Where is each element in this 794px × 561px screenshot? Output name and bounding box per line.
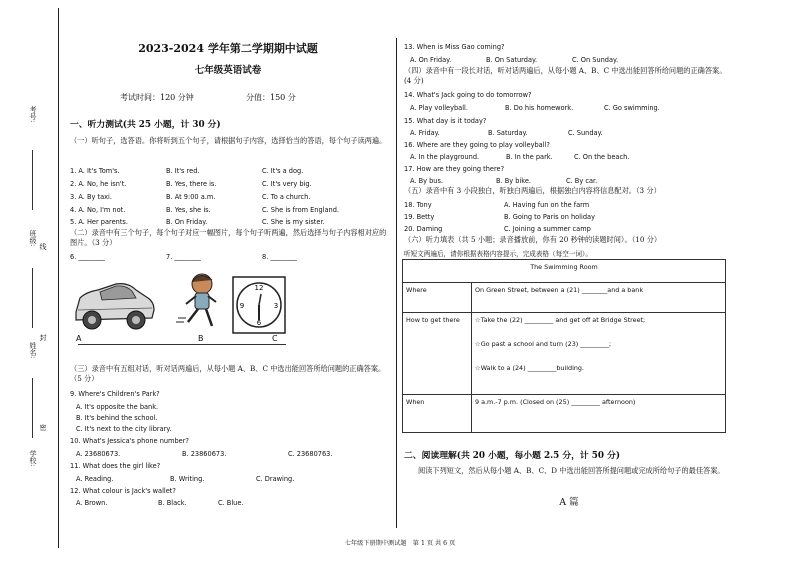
q1-option-a: 1. A. It's Tom's. bbox=[70, 167, 120, 175]
gutter-class: 班级: bbox=[29, 230, 37, 247]
q7-blank: 7. ________ bbox=[166, 253, 201, 261]
q12-question: 12. What colour is Jack's wallet? bbox=[70, 487, 176, 495]
gutter-line bbox=[58, 8, 59, 548]
gutter-line-mark: 线 bbox=[39, 243, 47, 250]
svg-text:6: 6 bbox=[256, 319, 262, 327]
svg-text:9: 9 bbox=[239, 302, 245, 310]
q14-question: 14. What's Jack going to do tomorrow? bbox=[404, 91, 532, 99]
q13-option-b: B. On Saturday. bbox=[486, 56, 538, 64]
q9-question: 9. Where's Children's Park? bbox=[70, 390, 160, 398]
q16-question: 16. Where are they going to play volleyball? bbox=[404, 141, 550, 149]
q12-option-a: A. Brown. bbox=[76, 499, 108, 507]
picture-c-label: C bbox=[272, 334, 278, 343]
q11-option-c: C. Drawing. bbox=[256, 475, 295, 483]
part1-instructions: （一）听句子，选答语。你将听到五个句子，请根据句子内容，选择恰当的答语，每个句子读两遍。 bbox=[70, 136, 387, 145]
gutter-exam-number: 考号: bbox=[29, 106, 37, 123]
q16-option-c: C. On the beach. bbox=[574, 153, 630, 161]
part2-instructions: （二）录音中有三个句子，每个句子对应一幅图片，每个句子听两遍，然后选择与句子内容相对应的图片。（3 分） bbox=[70, 228, 387, 247]
page-footer: 七年级下册期中测试题 第 1 页 共 6 页 bbox=[344, 540, 456, 547]
q4-option-c: C. She is from England. bbox=[262, 206, 339, 214]
gutter-underline bbox=[32, 378, 33, 438]
q10-option-b: B. 23860673. bbox=[182, 450, 227, 458]
q5-option-b: B. On Friday. bbox=[166, 218, 208, 226]
svg-text:12: 12 bbox=[254, 284, 264, 292]
gutter-underline bbox=[32, 150, 33, 210]
q17-question: 17. How are they going there? bbox=[404, 165, 505, 173]
q4-option-a: 4. A. No, I'm not. bbox=[70, 206, 126, 214]
q1-option-b: B. It's red. bbox=[166, 167, 200, 175]
q13-option-a: A. On Friday. bbox=[410, 56, 452, 64]
q8-blank: 8. ________ bbox=[262, 253, 297, 261]
part6-instructions: （六）听力填表（共 5 小题；录音播放前，你有 20 秒钟的读题时间）。（10 分） bbox=[404, 235, 662, 244]
section-listening-heading: 一、听力测试(共 25 小题，计 30 分) bbox=[70, 120, 221, 130]
gutter-secret-mark: 密 bbox=[39, 424, 47, 431]
q14-option-c: C. Go swimming. bbox=[604, 104, 660, 112]
q2-option-c: C. It's very big. bbox=[262, 180, 312, 188]
table-title: The Swimming Room bbox=[403, 260, 726, 283]
running-boy-picture bbox=[176, 270, 224, 334]
match-option-b: B. Going to Paris on holiday bbox=[504, 213, 595, 221]
q13-question: 13. When is Miss Gao coming? bbox=[404, 43, 505, 51]
match-18-name: 18. Tony bbox=[404, 201, 432, 209]
part3-instructions: （三）录音中有五组对话，听对话两遍后，从每小题 A、B、C 中选出能回答所给问题的正确答案。（5 分） bbox=[70, 364, 386, 383]
reading-instructions: 阅读下列短文，然后从每小题 A、B、C、D 中选出能回答所提问题或完成所给句子的最佳答案。 bbox=[418, 466, 725, 475]
q15-question: 15. What day is it today? bbox=[404, 117, 487, 125]
q17-option-c: C. By car. bbox=[566, 177, 598, 185]
exam-title: 2023-2024 学年第二学期期中试题 bbox=[138, 42, 318, 55]
q6-blank: 6. ________ bbox=[70, 253, 105, 261]
q3-option-c: C. To a church. bbox=[262, 193, 311, 201]
part5-instructions: （五）录音中有 3 小段独白，听独白两遍后，根据独白内容将信息配对。（3 分） bbox=[404, 186, 661, 195]
how-line-3: ☆Walk to a (24) _________building. bbox=[475, 364, 584, 372]
table-value-how bbox=[472, 313, 726, 395]
q13-option-c: C. On Sunday. bbox=[572, 56, 619, 64]
q5-option-c: C. She is my sister. bbox=[262, 218, 325, 226]
table-label-where: Where bbox=[403, 283, 472, 313]
clock-picture bbox=[232, 276, 286, 334]
q15-option-a: A. Friday. bbox=[410, 129, 440, 137]
q11-option-a: A. Reading. bbox=[76, 475, 114, 483]
q3-option-a: 3. A. By taxi. bbox=[70, 193, 112, 201]
q3-option-b: B. At 9:00 a.m. bbox=[166, 193, 216, 201]
how-line-1: ☆Take the (22) _________ and get off at Bridge Street; bbox=[475, 316, 646, 324]
table-label-when: When bbox=[403, 395, 472, 433]
table-label-how: How to get there bbox=[403, 313, 472, 395]
q2-option-b: B. Yes, there is. bbox=[166, 180, 217, 188]
picture-baseline bbox=[78, 344, 286, 345]
q17-option-b: B. By bike. bbox=[496, 177, 531, 185]
table-value-when: 9 a.m.-7 p.m. (Closed on (25) _________ afternoon) bbox=[472, 395, 726, 433]
section-reading-heading: 二、阅读理解(共 20 小题，每小题 2.5 分，计 50 分) bbox=[404, 451, 621, 461]
how-line-2: ☆Go past a school and turn (23) _________; bbox=[475, 340, 612, 348]
exam-time: 考试时间：120 分钟 bbox=[120, 93, 194, 102]
gutter-seal-mark: 封 bbox=[39, 334, 47, 341]
q10-option-a: A. 23680673. bbox=[76, 450, 121, 458]
q15-option-c: C. Sunday. bbox=[568, 129, 603, 137]
picture-b-label: B bbox=[198, 334, 204, 343]
gutter-underline bbox=[32, 268, 33, 328]
part4-instructions: （四）录音中有一段长对话，听对话两遍后，从每小题 A、B、C 中选出能回答所给问题的正确答案。(4 分) bbox=[404, 66, 727, 85]
part6-note: 听短文两遍后，请你根据表格内容提示，完成表格（每空一词）。 bbox=[404, 250, 592, 258]
table-value-where: On Green Street, between a (21) ________and a bank bbox=[472, 283, 726, 313]
passage-a-title: A 篇 bbox=[559, 497, 579, 508]
car-picture bbox=[70, 270, 156, 334]
q14-option-b: B. Do his homework. bbox=[505, 104, 574, 112]
swimming-room-table bbox=[402, 259, 726, 433]
q17-option-a: A. By bus. bbox=[410, 177, 444, 185]
match-20-name: 20. Daming bbox=[404, 225, 443, 233]
q9-option-c: C. It's next to the city library. bbox=[76, 425, 172, 433]
q15-option-b: B. Saturday. bbox=[488, 129, 528, 137]
q12-option-c: C. Blue. bbox=[218, 499, 244, 507]
q16-option-b: B. In the park. bbox=[506, 153, 553, 161]
q1-option-c: C. It's a dog. bbox=[262, 167, 304, 175]
svg-text:3: 3 bbox=[273, 302, 279, 310]
q11-question: 11. What does the girl like? bbox=[70, 462, 161, 470]
q10-question: 10. What's Jessica's phone number? bbox=[70, 437, 189, 445]
gutter-school: 学校: bbox=[29, 450, 37, 467]
q12-option-b: B. Black. bbox=[158, 499, 187, 507]
q16-option-a: A. In the playground. bbox=[410, 153, 480, 161]
q10-option-c: C. 23680763. bbox=[288, 450, 333, 458]
q2-option-a: 2. A. No, he isn't. bbox=[70, 180, 127, 188]
column-divider bbox=[396, 38, 397, 528]
exam-subtitle: 七年级英语试卷 bbox=[194, 65, 262, 76]
match-option-c: C. Joining a summer camp bbox=[504, 225, 591, 233]
gutter-name: 姓名: bbox=[29, 342, 37, 359]
q9-option-a: A. It's opposite the bank. bbox=[76, 403, 159, 411]
picture-a-label: A bbox=[76, 334, 82, 343]
q11-option-b: B. Writing. bbox=[170, 475, 205, 483]
match-19-name: 19. Betty bbox=[404, 213, 435, 221]
q4-option-b: B. Yes, she is. bbox=[166, 206, 211, 214]
q5-option-a: 5. A. Her parents. bbox=[70, 218, 128, 226]
q9-option-b: B. It's behind the school. bbox=[76, 414, 158, 422]
q14-option-a: A. Play volleyball. bbox=[410, 104, 468, 112]
match-option-a: A. Having fun on the farm bbox=[504, 201, 590, 209]
exam-score: 分值：150 分 bbox=[246, 93, 296, 102]
